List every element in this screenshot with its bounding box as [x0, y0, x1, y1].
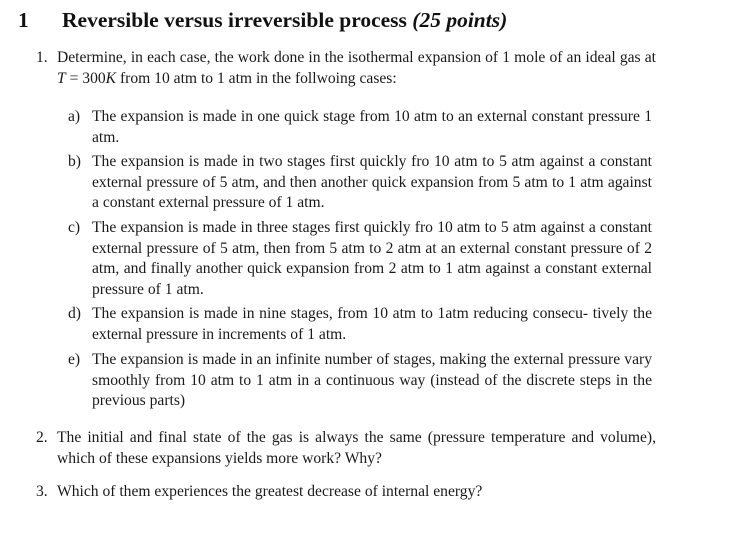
part-c [68, 218, 652, 300]
part-text: The expansion is made in an infinite number of stages, making the external pressure vary smoothly from 10 atm to 1 atm in a continuous way (instead of the discrete steps in the previous parts) [92, 351, 652, 409]
part-text: The expansion is made in two stages first quickly fro 10 atm to 5 atm against a constant external pressure of 5 atm, and then another quick expansion from 5 atm to 1 atm against a constant external pressure of 1 atm. [92, 153, 652, 211]
question-text: Determine, in each case, the work done in the isothermal expansion of 1 mole of an ideal gas at T = 300K from 10 atm to 1 atm in the follwoing cases: [57, 49, 656, 87]
part-text: The expansion is made in one quick stage from 10 atm to an external constant pressure 1 atm. [92, 108, 652, 146]
question-number: 2. [36, 429, 48, 446]
math-variable: T [57, 69, 66, 87]
question-number: 3. [36, 483, 48, 500]
question-3 [36, 482, 656, 503]
part-b [68, 152, 652, 214]
section-points: (25 points) [412, 8, 508, 32]
section-heading [18, 8, 507, 33]
question-2 [36, 428, 656, 469]
part-text: The expansion is made in three stages first quickly fro 10 atm to 5 atm against a constant external pressure of 5 atm, then from 5 atm to 2 atm at an external constant pressure of 2 atm, and finally another quick expansion from 2 atm to 1 atm against a constant external pressure of 1 atm. [92, 219, 652, 298]
part-label: d) [68, 305, 81, 322]
question-text: Which of them experiences the greatest decrease of internal energy? [57, 483, 483, 500]
section-title: Reversible versus irreversible process [62, 8, 407, 32]
part-label: b) [68, 153, 81, 170]
part-label: c) [68, 219, 81, 236]
part-e [68, 350, 652, 412]
part-label: a) [68, 108, 81, 125]
part-label: e) [68, 351, 81, 368]
math-equals: = 300 [65, 69, 106, 87]
math-unit: K [105, 69, 117, 87]
question-number: 1. [36, 49, 48, 66]
part-d [68, 304, 652, 345]
question-text: The initial and final state of the gas is always the same (pressure temperature and volume), which of these expansions yields more work? Why? [57, 429, 656, 467]
part-a [68, 107, 652, 148]
section-number: 1 [18, 8, 29, 32]
part-text: The expansion is made in nine stages, from 10 atm to 1atm reducing consecu- tively the external pressure in increments of 1 atm. [92, 305, 652, 343]
question-1 [36, 48, 656, 89]
